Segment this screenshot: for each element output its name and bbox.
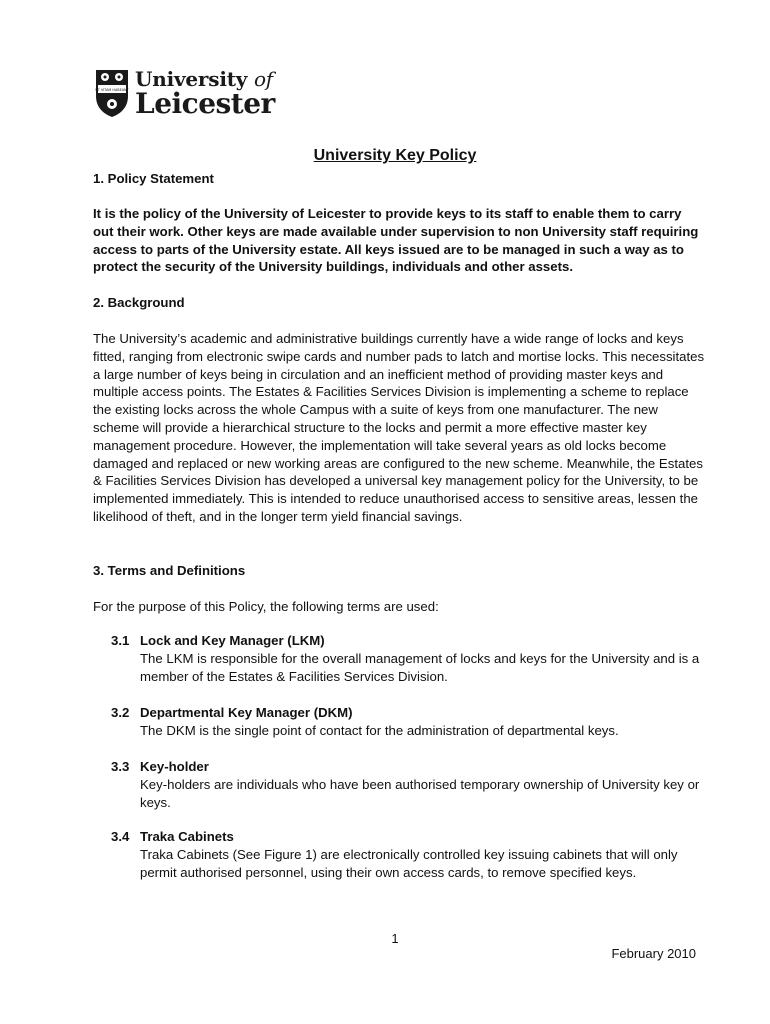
- crest-motto: UT VITAM HABEANT: [95, 88, 129, 92]
- university-crest-icon: [94, 68, 130, 118]
- page-title: University Key Policy: [313, 147, 477, 164]
- definition-body: The LKM is responsible for the overall management of locks and keys for the University and is a member of the Estates & Facilities Services Division.: [140, 650, 700, 684]
- footer-date: February 2010: [611, 946, 696, 961]
- definition-number: 3.2: [111, 705, 130, 720]
- section-1-heading: 1. Policy Statement: [93, 171, 214, 186]
- definition-body: Key-holders are individuals who have been authorised temporary ownership of University key or keys.: [140, 776, 700, 810]
- background-text: The University’s academic and administrative buildings currently have a wide range of locks and keys fitted, ranging from electronic swipe cards and number pads to latch and mortise locks. This necessitates a large number of keys being in circulation and an inefficient method of providing master keys and multiple access points. The Estates & Facilities Services Division is implementing a scheme to replace the existing locks across the whole Campus with a suite of keys from one manufacturer. The new scheme will provide a hierarchical structure to the locks and permit a more effective master key management procedure. However, the implementation will take several years as old locks become damaged and replaced or new working areas are configured to the new scheme. Meanwhile, the Estates & Facilities Services Division has developed a universal key management policy for the University, to be implemented immediately. This is intended to reduce unauthorised access to sensitive areas, lessen the likelihood of theft, and in the longer term yield financial savings.: [93, 331, 705, 524]
- logo-leicester: Leicester: [135, 87, 275, 120]
- definition-item: [111, 758, 701, 811]
- definition-item: [111, 704, 701, 740]
- university-logo: [94, 68, 304, 120]
- definition-title: Departmental Key Manager (DKM): [140, 705, 353, 720]
- definition-title: Key-holder: [140, 759, 209, 774]
- section-2-heading: 2. Background: [93, 295, 185, 310]
- section-3-heading: 3. Terms and Definitions: [93, 563, 246, 578]
- definition-item: [111, 632, 701, 685]
- definition-body: Traka Cabinets (See Figure 1) are electronically controlled key issuing cabinets that will only permit authorised personnel, using their own access cards, to remove specified keys.: [140, 846, 678, 880]
- definition-item: [111, 828, 701, 881]
- definition-number: 3.4: [111, 829, 130, 844]
- logo-of: of: [253, 67, 273, 91]
- definition-title: Traka Cabinets: [140, 829, 234, 844]
- definition-title: Lock and Key Manager (LKM): [140, 633, 325, 648]
- definition-number: 3.3: [111, 759, 130, 774]
- definition-body: The DKM is the single point of contact for the administration of departmental keys.: [140, 722, 619, 738]
- logo-university: University: [135, 67, 248, 91]
- terms-intro: For the purpose of this Policy, the following terms are used:: [93, 599, 439, 614]
- definition-number: 3.1: [111, 633, 130, 648]
- policy-statement-text: It is the policy of the University of Leicester to provide keys to its staff to enable them to carry out their work. Other keys are made available under supervision to non University staff requiring access to parts of the University estate. All keys issued are to be managed in such a way as to protect the security of the University buildings, individuals and other assets.: [93, 206, 699, 275]
- page-number: 1: [391, 931, 399, 946]
